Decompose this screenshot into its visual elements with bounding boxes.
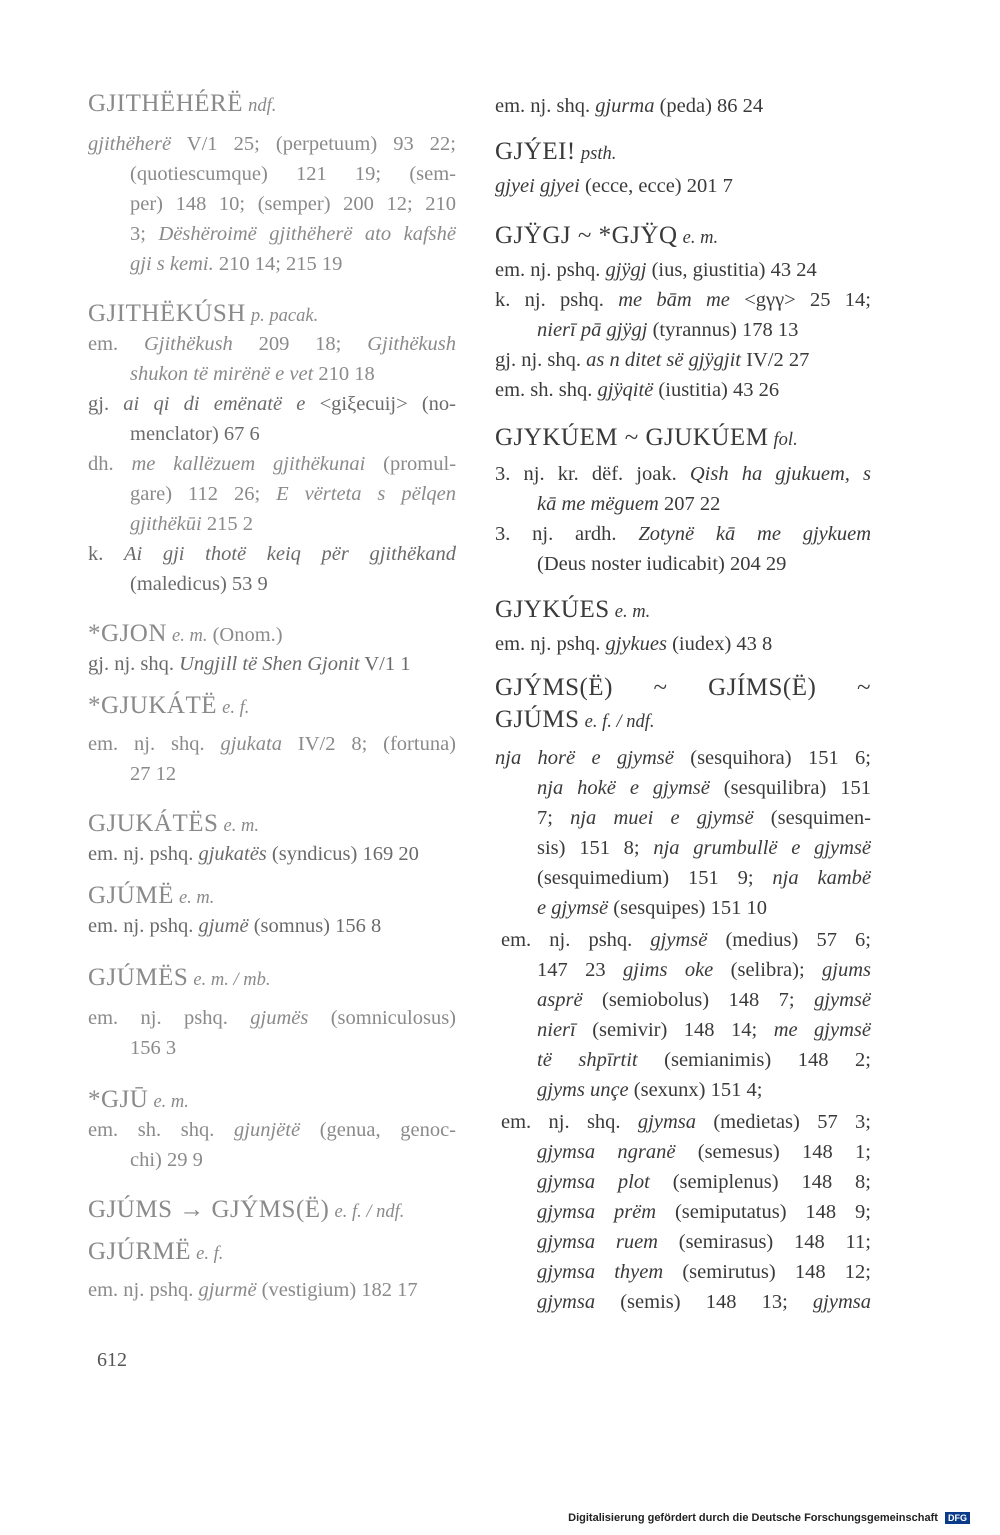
entry-line bbox=[88, 840, 456, 868]
albanian-form: nja hokë e gjymsë bbox=[537, 777, 710, 799]
gloss-text: 210 18 bbox=[313, 363, 375, 385]
albanian-form: Ungjill të Shen Gjonit bbox=[179, 653, 360, 675]
albanian-form: gjykues bbox=[605, 633, 667, 655]
gloss-text: em. nj. shq. bbox=[88, 733, 221, 755]
albanian-form: gjÿgj bbox=[605, 259, 647, 281]
entry-line bbox=[537, 774, 871, 802]
entry-line bbox=[130, 510, 456, 538]
entry-headword-line bbox=[88, 298, 456, 330]
albanian-form: gjymsa ruem bbox=[537, 1231, 658, 1253]
albanian-form: gjukatës bbox=[198, 843, 267, 865]
gloss-text: (semirutus) 148 12; bbox=[663, 1261, 871, 1283]
gloss-text: <gγγ> 25 14; bbox=[729, 289, 871, 311]
entry-line bbox=[537, 1016, 871, 1044]
gloss-text: em. nj. pshq. bbox=[88, 915, 199, 937]
gloss-text: gj. nj. shq. bbox=[88, 653, 180, 675]
entry-headword-line bbox=[88, 690, 456, 722]
gloss-text: V/1 1 bbox=[359, 653, 411, 675]
entry-line bbox=[88, 1276, 456, 1304]
grammatical-label: p. pacak. bbox=[250, 306, 319, 326]
headword: GJÚMS → GJÝMS(Ë) bbox=[88, 1196, 330, 1223]
entry-line bbox=[501, 926, 871, 954]
grammatical-label: e. f. / ndf. bbox=[334, 1202, 405, 1222]
albanian-form: gjums bbox=[822, 959, 871, 981]
gloss-text: em. nj. shq. bbox=[501, 1111, 638, 1133]
grammatical-label: ndf. bbox=[248, 96, 277, 116]
albanian-form: gjymsa ngranë bbox=[537, 1141, 676, 1163]
grammatical-label: fol. bbox=[773, 430, 798, 450]
entry-line bbox=[537, 490, 871, 518]
entry-headword-line bbox=[88, 1084, 456, 1116]
albanian-form: gjunjëtë bbox=[234, 1119, 301, 1141]
entry-line bbox=[88, 650, 456, 678]
gloss-text: dh. bbox=[88, 453, 132, 475]
gloss-text: k. bbox=[88, 543, 125, 565]
gloss-text: (somnus) 156 8 bbox=[248, 915, 382, 937]
grammatical-label: e. f. / ndf. bbox=[584, 712, 655, 732]
gloss-text: (iudex) 43 8 bbox=[666, 633, 773, 655]
entry-headword-line bbox=[495, 422, 871, 454]
gloss-text: (vestigium) 182 17 bbox=[256, 1279, 418, 1301]
entry-line bbox=[130, 480, 456, 508]
albanian-form: gjurmë bbox=[198, 1279, 257, 1301]
entry-line bbox=[88, 1004, 456, 1032]
albanian-form: gjymsa prëm bbox=[537, 1201, 657, 1223]
entry-line bbox=[88, 730, 456, 758]
entry-line bbox=[495, 286, 871, 314]
albanian-form: Qish ha gjukuem, s bbox=[689, 463, 871, 485]
entry-headword-line bbox=[88, 1236, 456, 1268]
albanian-form: gjymsa plot bbox=[537, 1171, 650, 1193]
albanian-form: Gjithëkush bbox=[143, 333, 233, 355]
headword: GJITHËKÚSH bbox=[88, 300, 246, 327]
gloss-text: (peda) 86 24 bbox=[654, 95, 764, 117]
gloss-text: (somniculosus) bbox=[308, 1007, 457, 1029]
grammatical-label: e. m. bbox=[178, 888, 215, 908]
albanian-form: gji s kemi. bbox=[130, 253, 214, 275]
headword: *GJON bbox=[88, 620, 167, 647]
albanian-form: nierī pā gjÿgj bbox=[537, 319, 648, 341]
albanian-form: as n ditet së gjÿgjit bbox=[586, 349, 741, 371]
albanian-form: gjithëherë bbox=[88, 133, 172, 155]
albanian-form: nierī bbox=[537, 1019, 576, 1041]
albanian-form: E vërteta s pëlqen bbox=[276, 483, 456, 505]
grammatical-label: e. m. bbox=[153, 1092, 189, 1112]
entry-line bbox=[537, 986, 871, 1014]
grammatical-label: e. f. bbox=[222, 698, 250, 718]
funding-footer bbox=[568, 1512, 970, 1524]
entry-line bbox=[88, 540, 456, 568]
headword: GJÚRMË bbox=[88, 1238, 192, 1265]
entry-headword-line bbox=[495, 594, 871, 626]
entry-line bbox=[130, 570, 456, 598]
albanian-form: me gjymsë bbox=[773, 1019, 871, 1041]
gloss-text: gare) 112 26; bbox=[130, 483, 277, 505]
albanian-form: nja horë e gjymsë bbox=[495, 747, 674, 769]
gloss-text: em. sh. shq. bbox=[495, 379, 598, 401]
entry-line bbox=[130, 760, 456, 788]
entry-line bbox=[130, 420, 456, 448]
entry-line bbox=[537, 1138, 871, 1166]
albanian-form: Dëshëroimë gjithëherë ato kafshë bbox=[158, 223, 456, 245]
entry-line bbox=[130, 250, 456, 278]
entry-line bbox=[501, 1108, 871, 1136]
gloss-text: (iustitia) 43 26 bbox=[653, 379, 780, 401]
gloss-text: 7; bbox=[537, 807, 571, 829]
albanian-form: gjithëkūi bbox=[130, 513, 202, 535]
entry-headword-line bbox=[88, 1194, 456, 1226]
grammatical-label: e. m. bbox=[614, 602, 651, 622]
entry-line bbox=[130, 1146, 456, 1174]
entry-line bbox=[537, 804, 871, 832]
albanian-form: gjyei gjyei bbox=[495, 175, 580, 197]
grammatical-label: psth. bbox=[580, 144, 617, 164]
gloss-text: 3. nj. ardh. bbox=[495, 523, 639, 545]
gloss-text: menclator) 67 6 bbox=[130, 423, 260, 445]
gloss-text: em. nj. pshq. bbox=[88, 1279, 199, 1301]
gloss-text: 215 2 bbox=[201, 513, 253, 535]
albanian-form: shukon të mirënë e vet bbox=[130, 363, 314, 385]
gloss-text: (ecce, ecce) 201 7 bbox=[579, 175, 733, 197]
grammatical-label: e. m. / mb. bbox=[193, 970, 271, 990]
gloss-text: 210 14; 215 19 bbox=[213, 253, 343, 275]
headword: GJYKÚEM ~ GJUKÚEM bbox=[495, 424, 769, 451]
albanian-form: Gjithëkush bbox=[367, 333, 457, 355]
albanian-form: gjyms unçe bbox=[537, 1079, 629, 1101]
gloss-text: em. nj. pshq. bbox=[495, 633, 606, 655]
gloss-text: per) 148 10; (semper) 200 12; 210 bbox=[130, 193, 456, 215]
gloss-text: (genua, genoc- bbox=[300, 1119, 456, 1141]
gloss-text: (Deus noster iudicabit) 204 29 bbox=[537, 553, 787, 575]
headword: GJÚMËS bbox=[88, 964, 189, 991]
entry-line bbox=[495, 92, 871, 120]
entry-line bbox=[537, 834, 871, 862]
gloss-text: (sesquihora) 151 6; bbox=[673, 747, 872, 769]
albanian-form: nja kambë bbox=[772, 867, 871, 889]
entry-note: (Onom.) bbox=[207, 624, 283, 646]
gloss-text: chi) 29 9 bbox=[130, 1149, 203, 1171]
gloss-text: 3; bbox=[130, 223, 159, 245]
albanian-form: gjims oke bbox=[623, 959, 714, 981]
gloss-text: 147 23 bbox=[537, 959, 624, 981]
gloss-text: 3. nj. kr. dëf. joak. bbox=[495, 463, 690, 485]
gloss-text: (tyrannus) 178 13 bbox=[647, 319, 799, 341]
albanian-form: gjymsa bbox=[812, 1291, 871, 1313]
albanian-form: asprë bbox=[537, 989, 583, 1011]
albanian-form: nja grumbullë e gjymsë bbox=[653, 837, 871, 859]
entry-line bbox=[495, 520, 871, 548]
entry-line bbox=[537, 316, 871, 344]
entry-line bbox=[537, 956, 871, 984]
headword: GJÚMË bbox=[88, 882, 174, 909]
gloss-text: em. nj. pshq. bbox=[88, 1007, 251, 1029]
entry-line bbox=[130, 160, 456, 188]
albanian-form: Zotynë kā me gjykuem bbox=[638, 523, 871, 545]
gloss-text: gj. nj. shq. bbox=[495, 349, 587, 371]
gloss-text: (sesquilibra) 151 bbox=[709, 777, 871, 799]
headword: GJŸGJ ~ *GJŸQ bbox=[495, 222, 678, 249]
headword: GJÝEI! bbox=[495, 138, 576, 165]
entry-line bbox=[88, 390, 456, 418]
gloss-text: (semesus) 148 1; bbox=[675, 1141, 871, 1163]
entry-headword-line bbox=[88, 880, 456, 912]
entry-line bbox=[495, 460, 871, 488]
gloss-text: k. nj. pshq. bbox=[495, 289, 619, 311]
gloss-text: (semivir) 148 14; bbox=[575, 1019, 774, 1041]
gloss-text: (semianimis) 148 2; bbox=[637, 1049, 871, 1071]
albanian-form: gjymsë bbox=[814, 989, 871, 1011]
gloss-text: 27 12 bbox=[130, 763, 177, 785]
entry-line bbox=[495, 630, 871, 658]
gloss-text: (sesquimedium) 151 9; bbox=[537, 867, 773, 889]
entry-line bbox=[537, 1046, 871, 1074]
albanian-form: gjumës bbox=[250, 1007, 309, 1029]
entry-line bbox=[537, 1228, 871, 1256]
entry-line bbox=[88, 450, 456, 478]
albanian-form: e gjymsë bbox=[537, 897, 609, 919]
gloss-text: (sesquipes) 151 10 bbox=[608, 897, 768, 919]
gloss-text: 156 3 bbox=[130, 1037, 177, 1059]
gloss-text: em. nj. pshq. bbox=[88, 843, 199, 865]
entry-line bbox=[130, 190, 456, 218]
entry-line bbox=[537, 1168, 871, 1196]
gloss-text: (semiplenus) 148 8; bbox=[649, 1171, 871, 1193]
page-number: 612 bbox=[97, 1349, 127, 1371]
entry-headword-line bbox=[88, 618, 456, 650]
gloss-text: (medietas) 57 3; bbox=[695, 1111, 871, 1133]
gloss-text: (maledicus) 53 9 bbox=[130, 573, 268, 595]
albanian-form: gjymsa bbox=[537, 1291, 596, 1313]
gloss-text: V/1 25; (perpetuum) 93 22; bbox=[171, 133, 456, 155]
gloss-text: 209 18; bbox=[232, 333, 368, 355]
albanian-form: gjukata bbox=[220, 733, 282, 755]
albanian-form: të shpīrtit bbox=[537, 1049, 638, 1071]
grammatical-label: e. m. bbox=[223, 816, 259, 836]
entry-line bbox=[495, 172, 871, 200]
entry-line bbox=[537, 550, 871, 578]
entry-line bbox=[495, 744, 871, 772]
gloss-text: IV/2 8; (fortuna) bbox=[281, 733, 456, 755]
headword: GJÚMS bbox=[495, 706, 580, 733]
entry-line bbox=[537, 1258, 871, 1286]
entry-headword-line bbox=[495, 136, 871, 168]
headword: GJITHËHÉRË bbox=[88, 90, 243, 117]
entry-line bbox=[130, 1034, 456, 1062]
footer-text: Digitalisierung gefördert durch die Deutsche Forschungsgemeinschaft bbox=[568, 1512, 938, 1524]
gloss-text: em. bbox=[88, 333, 144, 355]
gloss-text: IV/2 27 bbox=[741, 349, 810, 371]
albanian-form: kā me mëguem bbox=[537, 493, 659, 515]
headword: GJUKÁTËS bbox=[88, 810, 219, 837]
gloss-text: gj. bbox=[88, 393, 124, 415]
entry-line bbox=[537, 894, 871, 922]
entry-line bbox=[88, 330, 456, 358]
entry-line bbox=[88, 912, 456, 940]
albanian-form: Ai gji thotë keiq për gjithëkand bbox=[124, 543, 457, 565]
gloss-text: (syndicus) 169 20 bbox=[266, 843, 419, 865]
grammatical-label: e. m. bbox=[172, 626, 208, 646]
albanian-form: gjurma bbox=[595, 95, 655, 117]
gloss-text: sis) 151 8; bbox=[537, 837, 654, 859]
gloss-text: em. sh. shq. bbox=[88, 1119, 235, 1141]
gloss-text: em. nj. shq. bbox=[495, 95, 596, 117]
entry-line bbox=[537, 1288, 871, 1316]
entry-line bbox=[537, 1198, 871, 1226]
gloss-text: (semis) 148 13; bbox=[595, 1291, 813, 1313]
dfg-logo: DFG bbox=[945, 1512, 970, 1524]
gloss-text: (promul- bbox=[365, 453, 457, 475]
gloss-text: <giξecuij> (no- bbox=[305, 393, 457, 415]
entry-line bbox=[88, 130, 456, 158]
entry-line bbox=[495, 346, 871, 374]
headword: *GJŪ bbox=[88, 1086, 149, 1113]
albanian-form: me bām me bbox=[618, 289, 730, 311]
gloss-text: (semirasus) 148 11; bbox=[657, 1231, 871, 1253]
entry-line bbox=[495, 376, 871, 404]
albanian-form: nja muei e gjymsë bbox=[570, 807, 754, 829]
gloss-text: (sexunx) 151 4; bbox=[628, 1079, 763, 1101]
gloss-text: (quotiescumque) 121 19; (sem- bbox=[130, 163, 456, 185]
albanian-form: gjÿqitë bbox=[597, 379, 654, 401]
entry-headword-line bbox=[495, 672, 871, 704]
albanian-form: gjymsa bbox=[637, 1111, 696, 1133]
gloss-text: (ius, giustitia) 43 24 bbox=[646, 259, 817, 281]
albanian-form: gjymsa thyem bbox=[537, 1261, 664, 1283]
entry-headword-line bbox=[88, 88, 456, 120]
entry-headword-line bbox=[495, 220, 871, 252]
headword: *GJUKÁTË bbox=[88, 692, 217, 719]
entry-headword-line bbox=[88, 962, 456, 994]
gloss-text: 207 22 bbox=[658, 493, 721, 515]
gloss-text: em. nj. pshq. bbox=[495, 259, 606, 281]
headword: GJYKÚES bbox=[495, 596, 610, 623]
gloss-text: em. nj. pshq. bbox=[501, 929, 651, 951]
entry-line bbox=[537, 864, 871, 892]
entry-line bbox=[537, 1076, 871, 1104]
albanian-form: ai qi di emënatë e bbox=[123, 393, 306, 415]
gloss-text: (semiputatus) 148 9; bbox=[656, 1201, 871, 1223]
entry-line bbox=[495, 256, 871, 284]
albanian-form: me kallëzuem gjithëkunai bbox=[131, 453, 366, 475]
grammatical-label: e. f. bbox=[196, 1244, 224, 1264]
gloss-text: (selibra); bbox=[713, 959, 823, 981]
albanian-form: gjumë bbox=[198, 915, 249, 937]
entry-line bbox=[130, 220, 456, 248]
entry-line bbox=[130, 360, 456, 388]
entry-headword-line bbox=[88, 808, 456, 840]
entry-line bbox=[88, 1116, 456, 1144]
entry-headword-line bbox=[495, 704, 871, 736]
gloss-text: (medius) 57 6; bbox=[707, 929, 871, 951]
grammatical-label: e. m. bbox=[682, 228, 719, 248]
albanian-form: gjymsë bbox=[650, 929, 708, 951]
gloss-text: (sesquimen- bbox=[753, 807, 871, 829]
gloss-text: (semiobolus) 148 7; bbox=[582, 989, 815, 1011]
headword: GJÝMS(Ë) ~ GJÍMS(Ë) ~ bbox=[495, 674, 871, 701]
